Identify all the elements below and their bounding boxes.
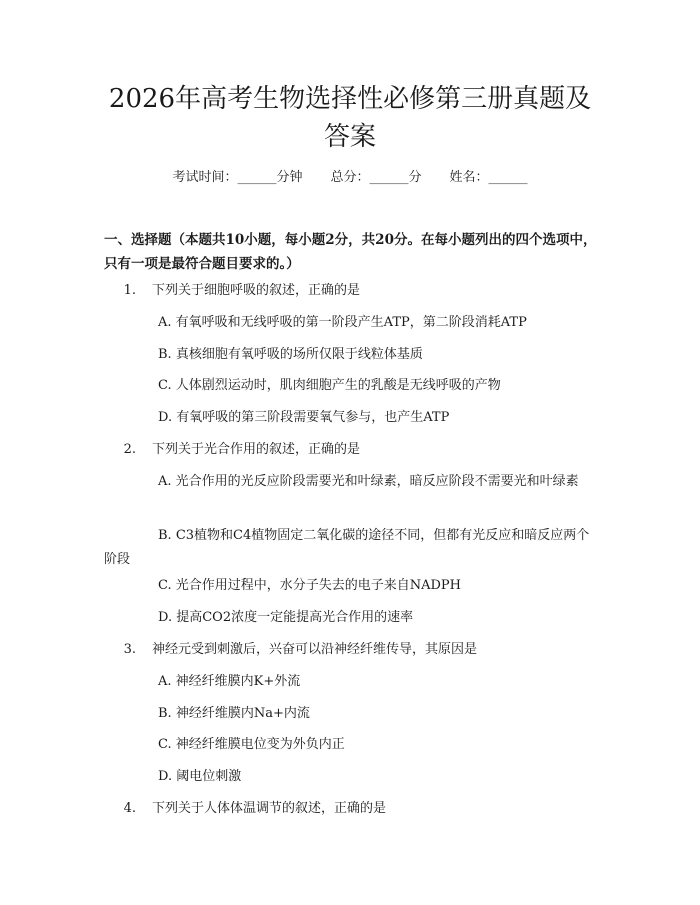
question-1 bbox=[104, 279, 600, 303]
question-2-option-a: A. 光合作用的光反应阶段需要光和叶绿素，暗反应阶段不需要光和叶绿素 bbox=[158, 474, 579, 489]
question-3-option-d: D. 阈电位刺激 bbox=[158, 769, 242, 784]
exam-info-line bbox=[0, 168, 700, 188]
question-number: 3. bbox=[123, 642, 136, 657]
question-3-option-a: A. 神经纤维膜内K+外流 bbox=[158, 674, 301, 689]
question-number: 1. bbox=[123, 283, 136, 298]
question-stem: 下列关于人体体温调节的叙述，正确的是 bbox=[152, 801, 387, 816]
question-stem: 下列关于细胞呼吸的叙述，正确的是 bbox=[152, 283, 361, 298]
question-2 bbox=[104, 438, 600, 462]
section-heading: 一、选择题（本题共10小题，每小题2分，共20分。在每小题列出的四个选项中，只有一项是最符合题目要求的。） bbox=[104, 232, 597, 272]
question-3 bbox=[104, 638, 600, 662]
question-number: 4. bbox=[123, 801, 136, 816]
question-stem: 神经元受到刺激后，兴奋可以沿神经纤维传导，其原因是 bbox=[152, 642, 478, 657]
question-2-option-d: D. 提高CO2浓度一定能提高光合作用的速率 bbox=[158, 610, 414, 625]
question-2-option-c: C. 光合作用过程中，水分子失去的电子来自NADPH bbox=[158, 578, 462, 593]
question-1-option-c: C. 人体剧烈运动时，肌肉细胞产生的乳酸是无线呼吸的产物 bbox=[158, 378, 501, 393]
question-4 bbox=[104, 797, 600, 821]
question-number: 2. bbox=[123, 442, 136, 457]
exam-time-label: 考试时间：______分钟 bbox=[172, 170, 303, 185]
question-1-option-a: A. 有氧呼吸和无线呼吸的第一阶段产生ATP，第二阶段消耗ATP bbox=[158, 315, 527, 330]
question-3-option-b: B. 神经纤维膜内Na+内流 bbox=[158, 706, 310, 721]
document-title: 2026年高考生物选择性必修第三册真题及答案 bbox=[108, 84, 592, 152]
question-3-option-c: C. 神经纤维膜电位变为外负内正 bbox=[158, 737, 345, 752]
question-stem: 下列关于光合作用的叙述，正确的是 bbox=[152, 442, 361, 457]
question-1-option-b: B. 真核细胞有氧呼吸的场所仅限于线粒体基质 bbox=[158, 347, 423, 362]
question-1-option-d: D. 有氧呼吸的第三阶段需要氧气参与，也产生ATP bbox=[158, 410, 450, 425]
total-score-label: 总分：______分 bbox=[330, 170, 422, 185]
question-2-option-b: B. C3植物和C4植物固定二氧化碳的途径不同，但都有光反应和暗反应两个阶段 bbox=[104, 528, 590, 567]
student-name-label: 姓名：______ bbox=[449, 170, 528, 185]
